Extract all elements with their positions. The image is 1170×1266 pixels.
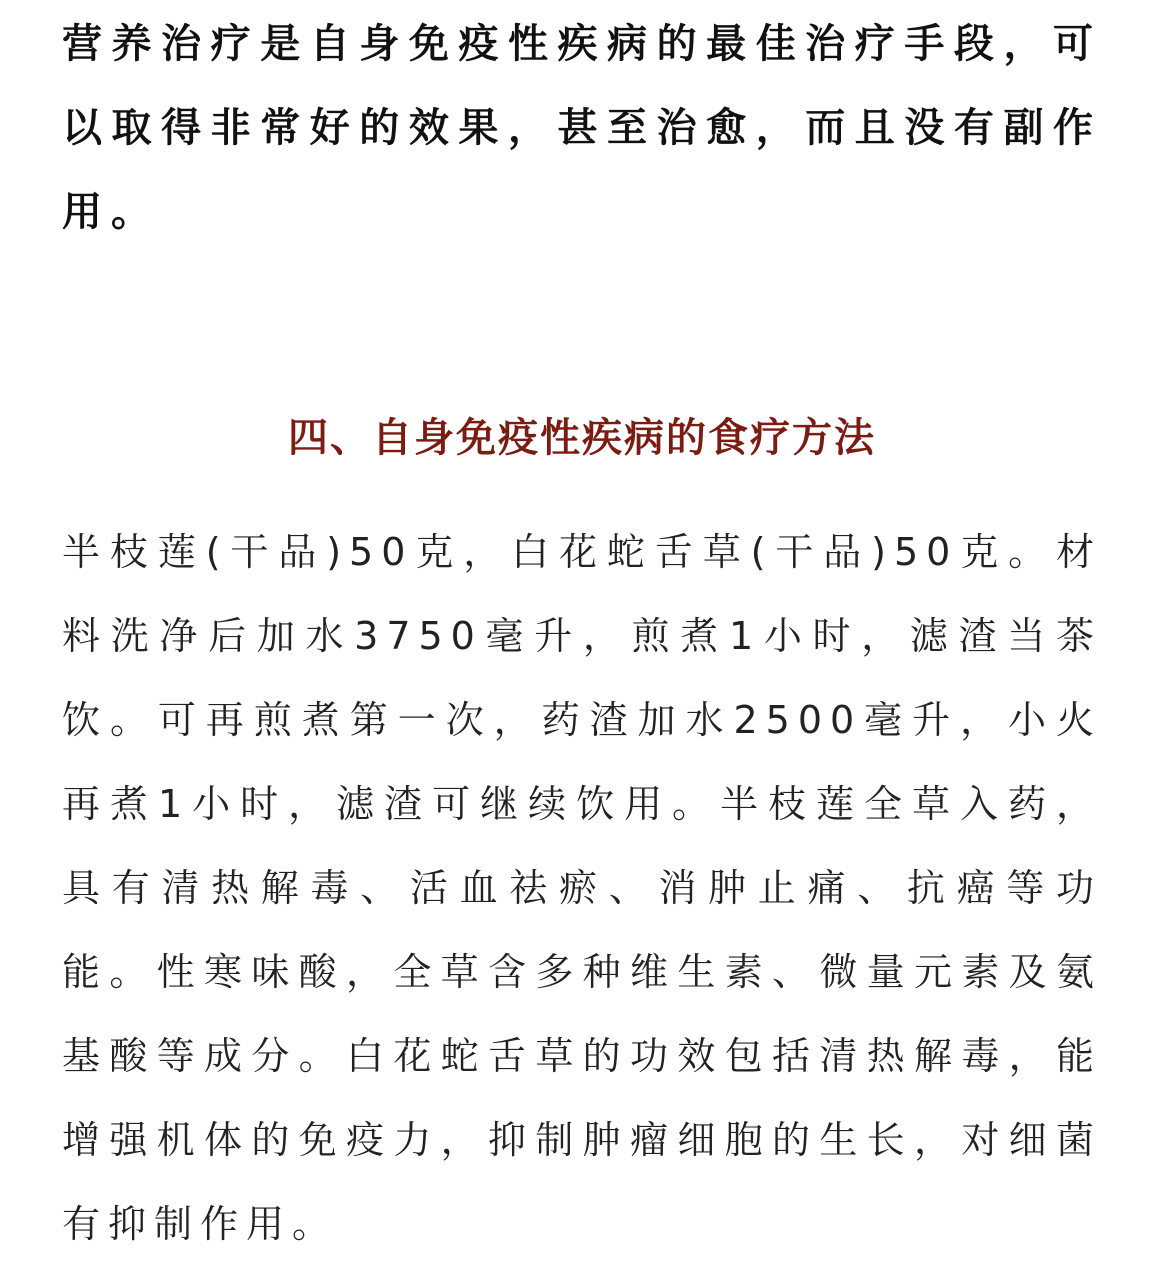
article-content <box>62 0 1102 1246</box>
body-paragraph: 半枝莲(干品)50克，白花蛇舌草(干品)50克。材料洗净后加水3750毫升，煎煮1小时，滤渣当茶饮。可再煎煮第一次，药渣加水2500毫升，小火再煮1小时，滤渣可继续饮用。半枝莲全草入药，具有清热解毒、活血祛瘀、消肿止痛、抗癌等功能。性寒味酸，全草含多种维生素、微量元素及氨基酸等成分。白花蛇舌草的功效包括清热解毒，能增强机体的免疫力，抑制肿瘤细胞的生长，对细菌有抑制作用。 <box>62 530 1102 1246</box>
intro-paragraph: 营养治疗是自身免疫性疾病的最佳治疗手段，可以取得非常好的效果，甚至治愈，而且没有副作用。 <box>62 21 1102 235</box>
section-heading: 四、自身免疫性疾病的食疗方法 <box>288 415 876 461</box>
